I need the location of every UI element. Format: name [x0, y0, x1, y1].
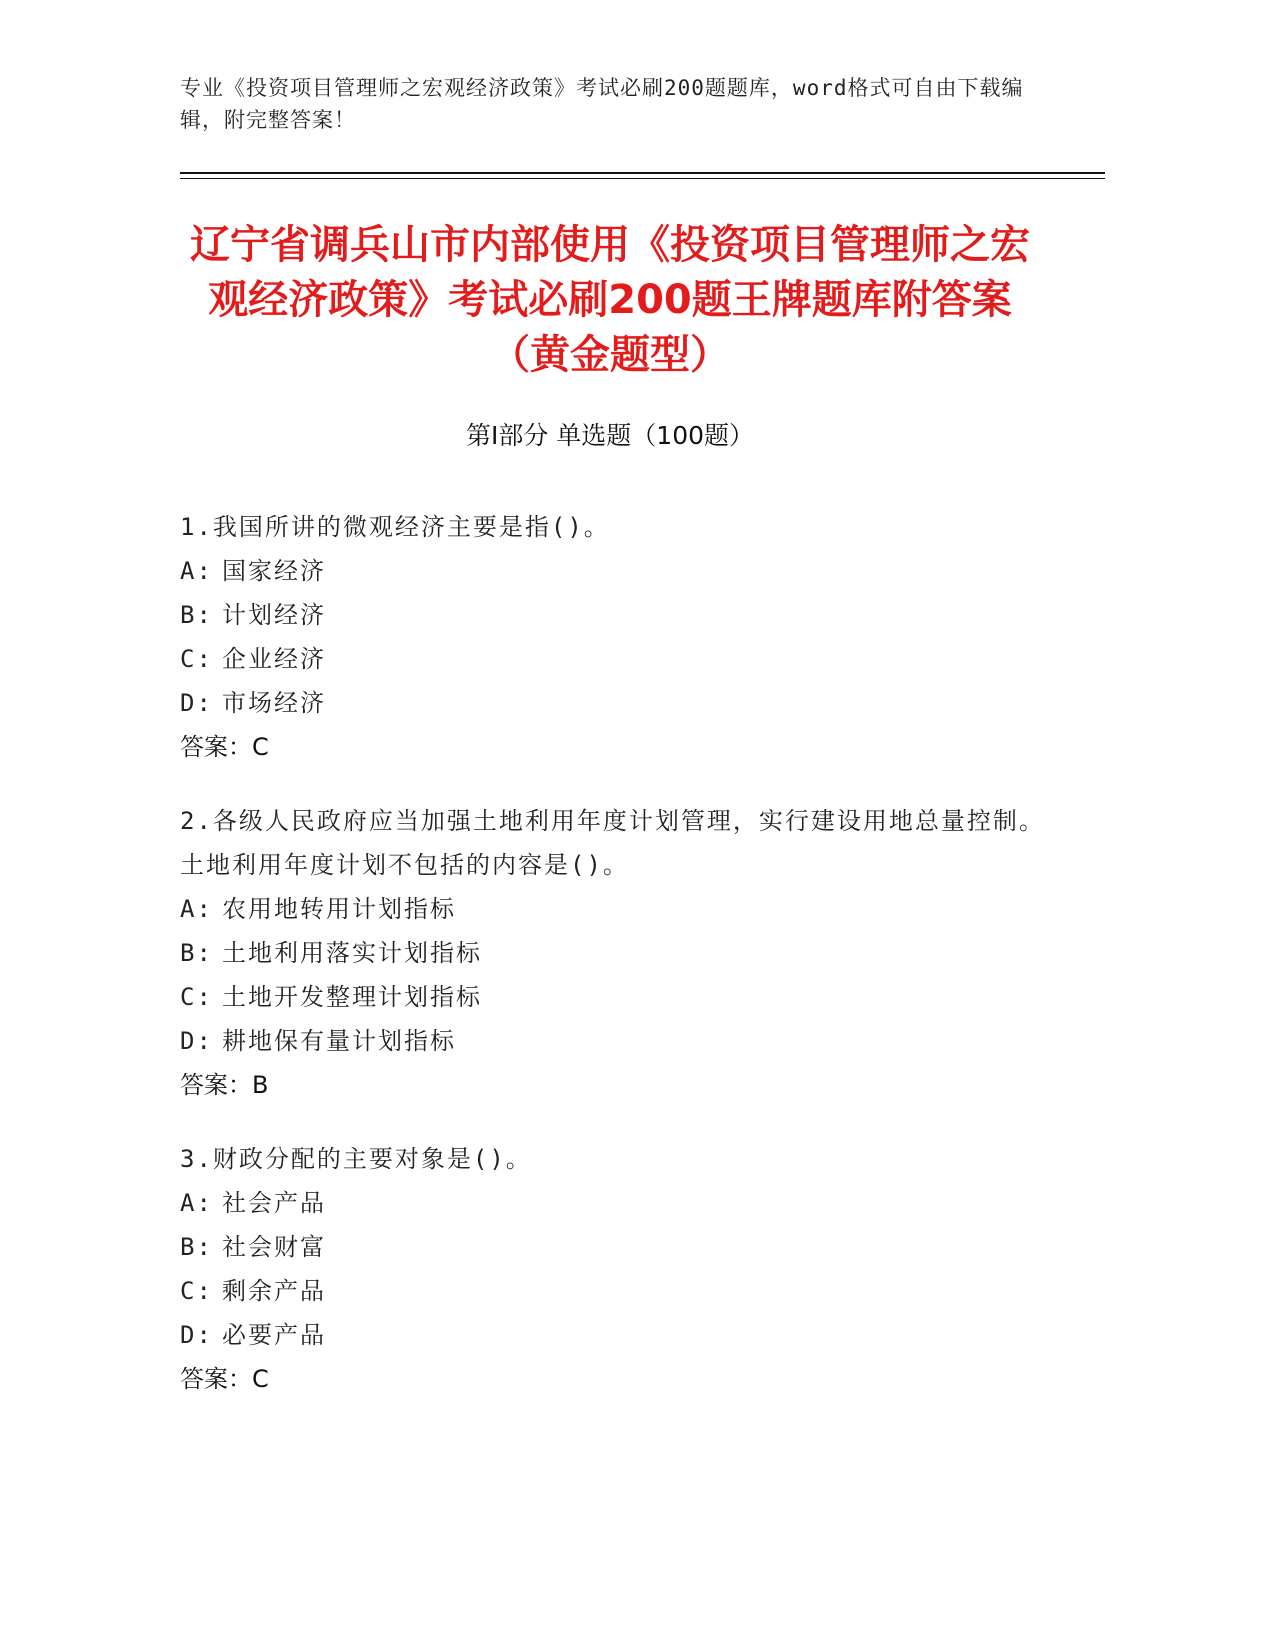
option-letter: B: [180, 601, 213, 629]
header-rule-thin [180, 178, 1105, 179]
option-letter: B: [180, 1233, 213, 1261]
option-text: 土地开发整理计划指标 [222, 983, 482, 1011]
option-text: 社会财富 [222, 1233, 326, 1261]
question-2 [180, 799, 1060, 1107]
option-letter: C: [180, 983, 213, 1011]
answer-value: C [252, 1365, 269, 1393]
question-3 [180, 1137, 1060, 1401]
answer-label: 答案： [180, 733, 252, 761]
document-title: 辽宁省调兵山市内部使用《投资项目管理师之宏观经济政策》考试必刷200题王牌题库附答案（黄金题型） [190, 222, 1030, 378]
header-rule-thick [180, 172, 1105, 174]
option-text: 社会产品 [222, 1189, 326, 1217]
option-c [180, 1269, 1060, 1313]
question-stem: 2.各级人民政府应当加强土地利用年度计划管理，实行建设用地总量控制。土地利用年度计划不包括的内容是()。 [180, 807, 1045, 879]
option-text: 必要产品 [222, 1321, 326, 1349]
question-stem: 1.我国所讲的微观经济主要是指()。 [180, 513, 610, 541]
option-text: 国家经济 [222, 557, 326, 585]
option-d [180, 1313, 1060, 1357]
option-b [180, 593, 1060, 637]
answer-label: 答案： [180, 1071, 252, 1099]
header-note: 专业《投资项目管理师之宏观经济政策》考试必刷200题题库，word格式可自由下载编辑，附完整答案！ [180, 76, 1024, 132]
answer-line [180, 1063, 1060, 1107]
section-heading: 第I部分 单选题（100题） [465, 421, 755, 450]
option-letter: B: [180, 939, 213, 967]
option-d [180, 681, 1060, 725]
option-text: 市场经济 [222, 689, 326, 717]
option-text: 剩余产品 [222, 1277, 326, 1305]
question-1 [180, 505, 1060, 769]
option-a [180, 549, 1060, 593]
option-letter: A: [180, 1189, 213, 1217]
question-list [180, 505, 1060, 1431]
answer-value: C [252, 733, 269, 761]
option-a [180, 1181, 1060, 1225]
answer-line [180, 1357, 1060, 1401]
question-stem: 3.财政分配的主要对象是()。 [180, 1145, 532, 1173]
option-letter: D: [180, 689, 213, 717]
answer-label: 答案： [180, 1365, 252, 1393]
option-letter: A: [180, 895, 213, 923]
option-letter: C: [180, 645, 213, 673]
option-text: 企业经济 [222, 645, 326, 673]
answer-value: B [252, 1071, 269, 1099]
option-c [180, 637, 1060, 681]
option-text: 计划经济 [222, 601, 326, 629]
option-text: 土地利用落实计划指标 [222, 939, 482, 967]
option-letter: C: [180, 1277, 213, 1305]
option-letter: D: [180, 1027, 213, 1055]
option-b [180, 1225, 1060, 1269]
option-c [180, 975, 1060, 1019]
option-letter: A: [180, 557, 213, 585]
option-d [180, 1019, 1060, 1063]
option-b [180, 931, 1060, 975]
answer-line [180, 725, 1060, 769]
option-a [180, 887, 1060, 931]
option-letter: D: [180, 1321, 213, 1349]
option-text: 农用地转用计划指标 [222, 895, 456, 923]
option-text: 耕地保有量计划指标 [222, 1027, 456, 1055]
